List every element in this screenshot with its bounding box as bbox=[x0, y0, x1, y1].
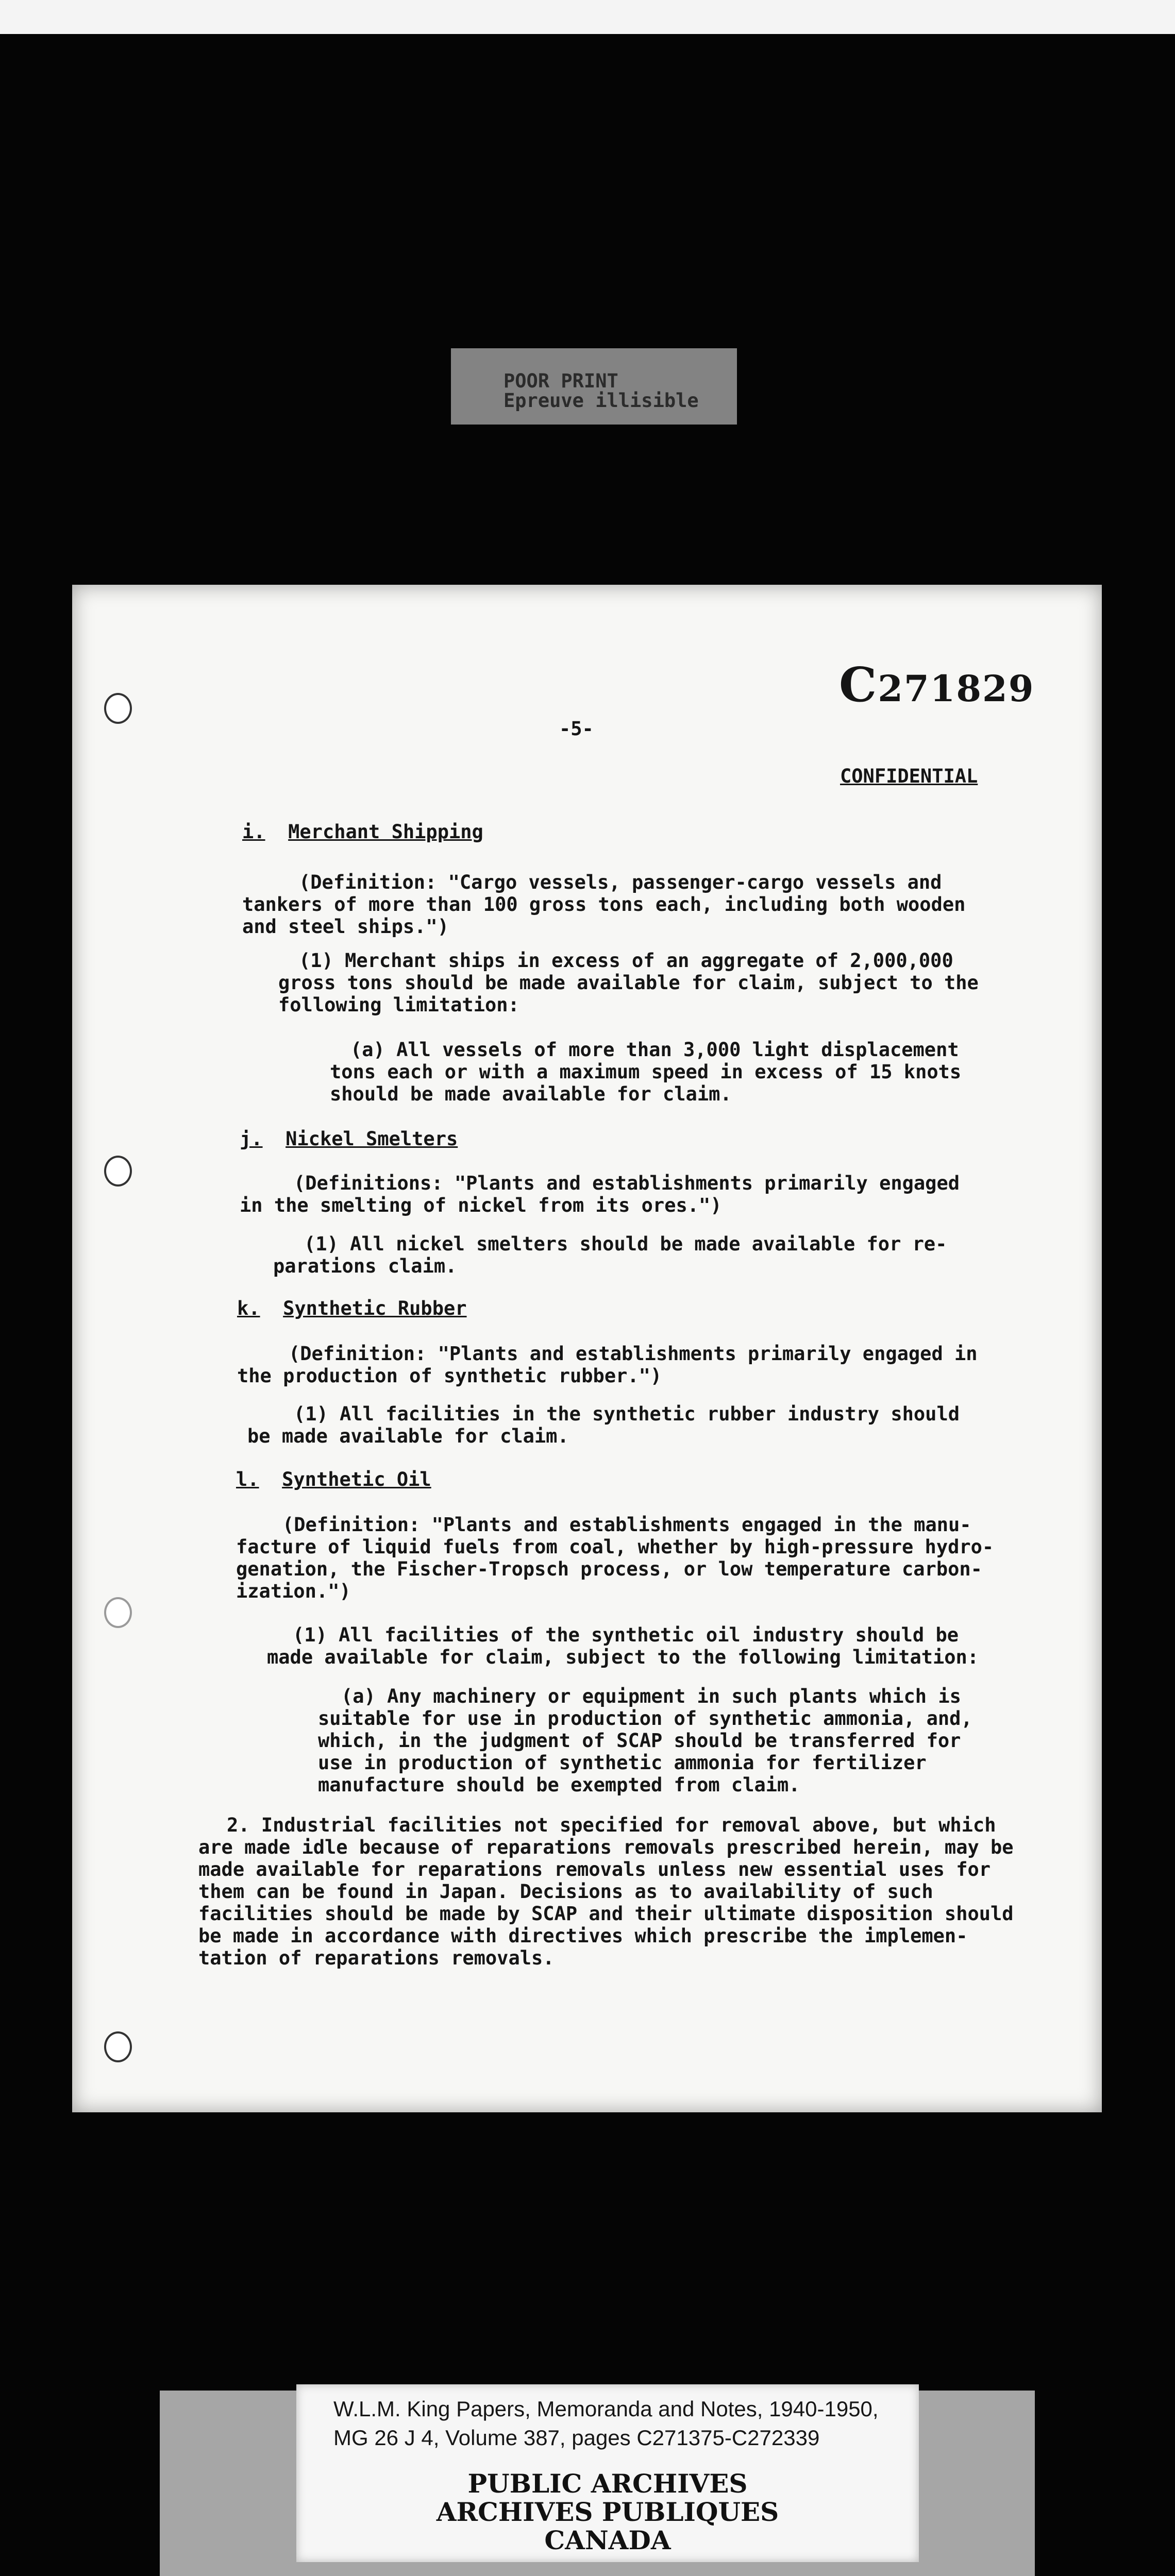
punch-hole-icon bbox=[104, 2031, 132, 2062]
section-subitem: (a) Any machinery or equipment in such plants which is suitable for use in production of synthetic ammonia, and, which, in the judgment of SCAP should be transferred for use in production of synthetic ammonia for fertilizer manufacture should be exempted from claim. bbox=[318, 1685, 972, 1796]
poor-print-label: POOR PRINT bbox=[503, 370, 618, 392]
poor-print-stamp bbox=[451, 348, 737, 425]
punch-hole-icon bbox=[104, 1156, 132, 1187]
classification-label: CONFIDENTIAL bbox=[840, 765, 978, 787]
punch-hole-icon bbox=[104, 1597, 132, 1628]
archive-label bbox=[296, 2384, 919, 2562]
film-top-strip bbox=[0, 0, 1175, 34]
section-definition: (Definition: "Plants and establishments engaged in the manu- facture of liquid fuels from coal, whether by high-pressure hydro- genation, the Fischer-Tropsch process, or low temperature carbon- ization.") bbox=[236, 1514, 994, 1602]
document-page bbox=[72, 585, 1102, 2112]
paragraph-2: 2. Industrial facilities not specified for removal above, but which are made idle because of reparations removals prescribed herein, may be made available for reparations removals unless new essential uses for them can be found in Japan. Decisions as to availability of such facilities should be made by SCAP and their ultimate disposition should be made in accordance with directives which prescribe the implemen- tation of reparations removals. bbox=[198, 1814, 1014, 1969]
section-definition: (Definition: "Cargo vessels, passenger-cargo vessels and tankers of more than 100 gross tons each, including both wooden and steel ships.") bbox=[242, 871, 966, 938]
punch-hole-icon bbox=[104, 693, 132, 724]
section-heading: i. Merchant Shipping bbox=[242, 821, 483, 843]
archive-institution: PUBLIC ARCHIVES ARCHIVES PUBLIQUES CANADA bbox=[436, 2468, 779, 2555]
epreuve-illisible-label: Epreuve illisible bbox=[503, 389, 699, 412]
section-subitem: (a) All vessels of more than 3,000 light displacement tons each or with a maximum speed in excess of 15 knots should be made available for claim. bbox=[330, 1039, 962, 1105]
section-item: (1) Merchant ships in excess of an aggregate of 2,000,000 gross tons should be made available for claim, subject to the following limitation: bbox=[278, 950, 979, 1016]
page-number: -5- bbox=[559, 718, 594, 740]
document-number: C271829 bbox=[839, 657, 1035, 713]
section-item: (1) All facilities in the synthetic rubber industry should be made available for claim. bbox=[247, 1403, 960, 1447]
section-definition: (Definitions: "Plants and establishments primarily engaged in the smelting of nickel from its ores.") bbox=[240, 1172, 960, 1216]
section-item: (1) All facilities of the synthetic oil industry should be made available for claim, subject to the following limitation: bbox=[267, 1624, 979, 1668]
section-heading: j. Nickel Smelters bbox=[240, 1128, 458, 1150]
section-item: (1) All nickel smelters should be made available for re- parations claim. bbox=[273, 1233, 947, 1277]
section-heading: k. Synthetic Rubber bbox=[237, 1297, 467, 1319]
archive-reference: W.L.M. King Papers, Memoranda and Notes, 1940-1950, MG 26 J 4, Volume 387, pages C271375-C272339 bbox=[333, 2397, 879, 2450]
section-heading: l. Synthetic Oil bbox=[236, 1468, 431, 1490]
section-definition: (Definition: "Plants and establishments primarily engaged in the production of synthetic rubber.") bbox=[237, 1343, 978, 1387]
